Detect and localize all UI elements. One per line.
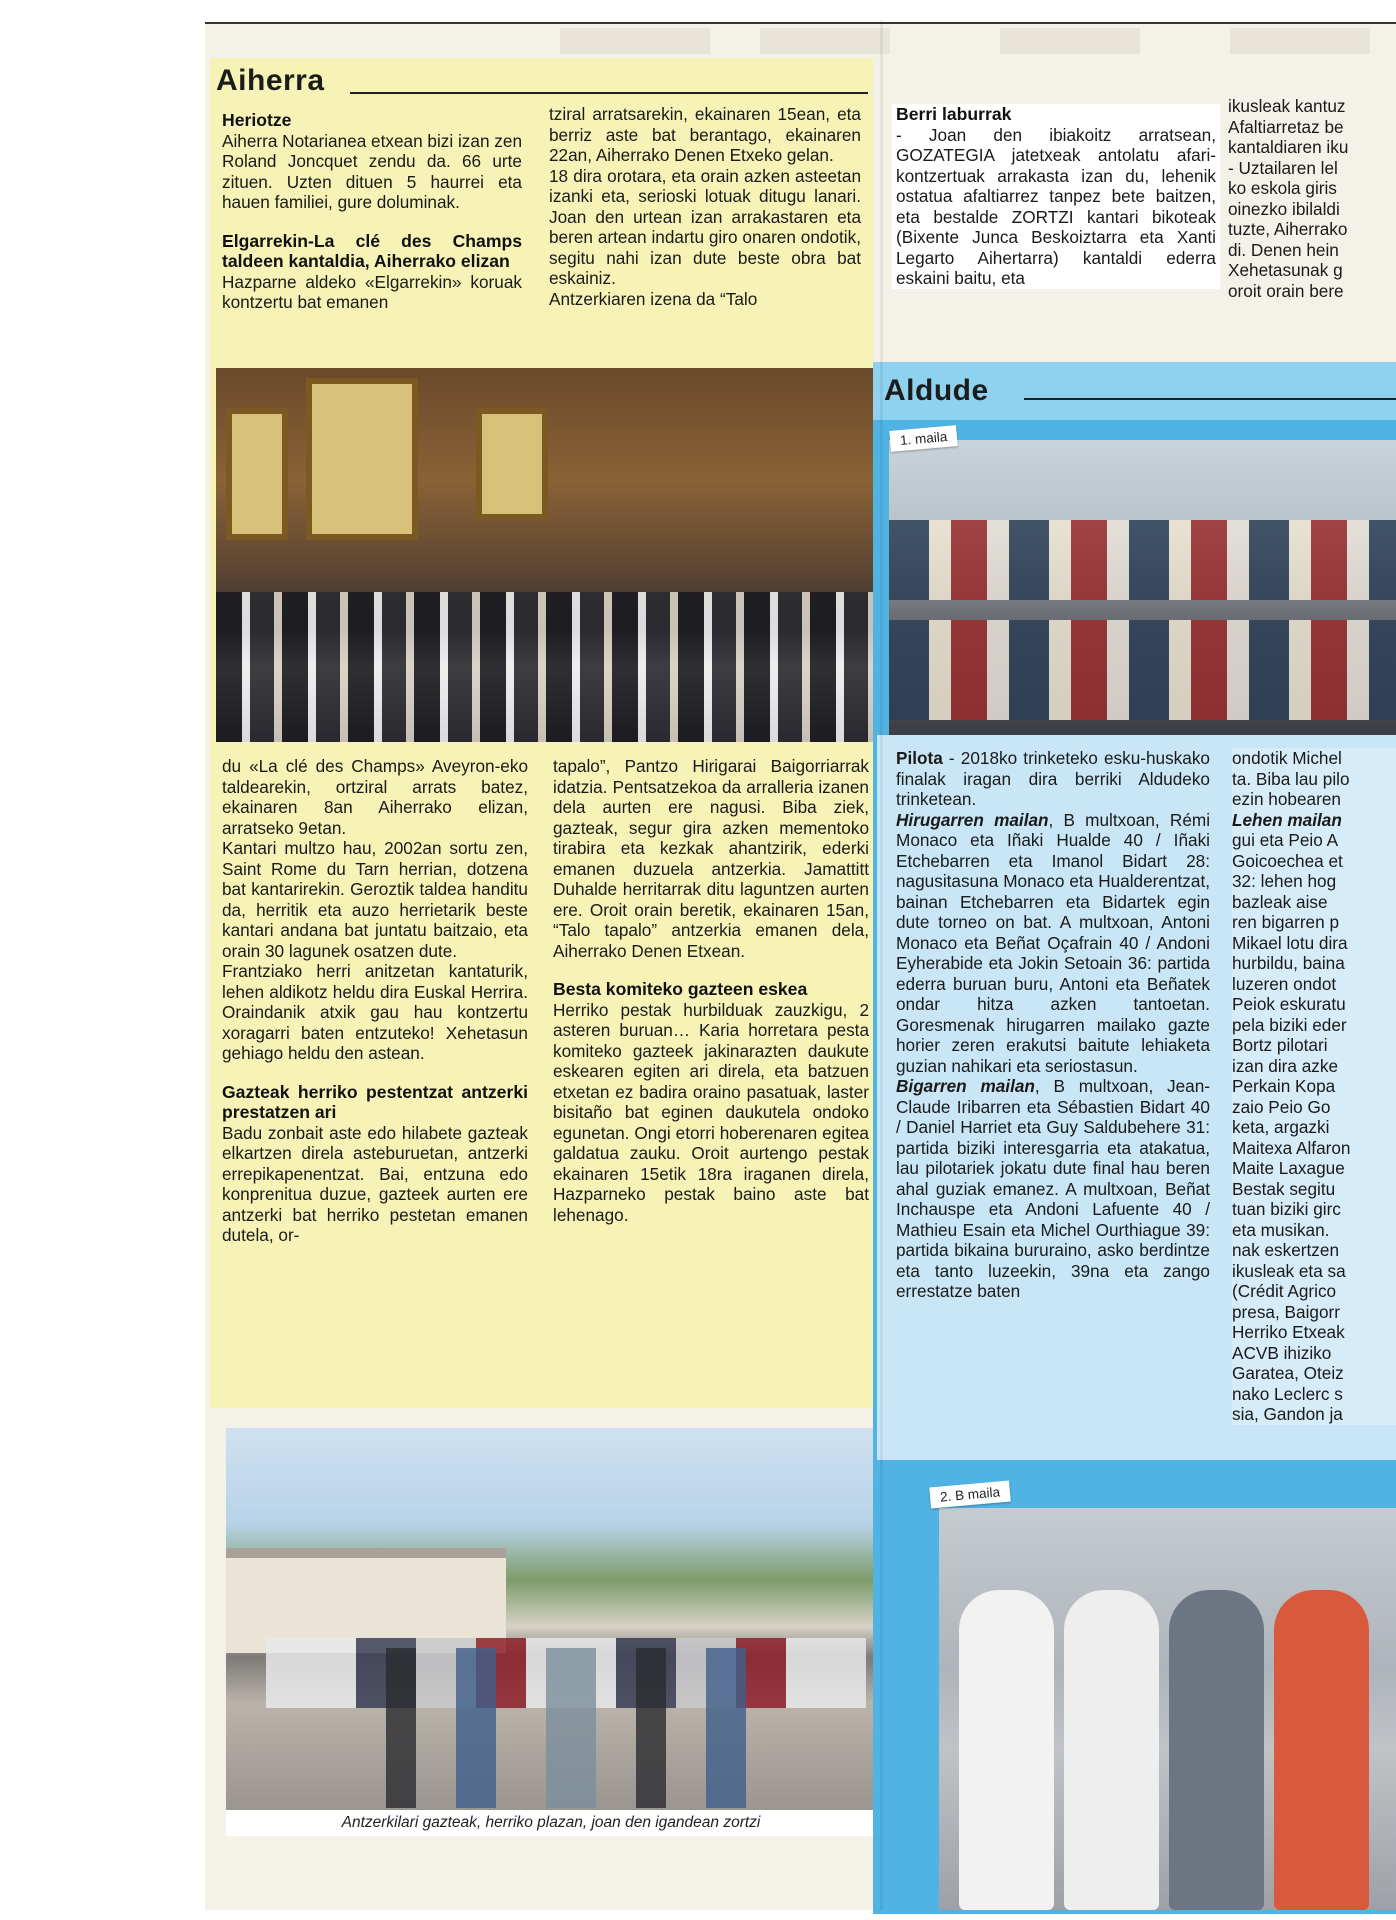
right-line: eta musikan.: [1232, 1219, 1330, 1240]
heriotze-text: Aiherra Notarianea etxean bizi izan zen Roland Joncquet zendu da. 66 urte zituen. Uzten dituen 5 haurrei eta hauen familiei, gure doluminak.: [222, 130, 523, 212]
right-line: keta, argazki: [1232, 1117, 1330, 1137]
col4-line: di. Denen hein: [1228, 239, 1339, 260]
right-line: (Crédit Agrico: [1232, 1281, 1337, 1301]
col4-line: oroit orain bere: [1228, 280, 1344, 301]
right-line: Maitexa Alfaron: [1232, 1137, 1351, 1158]
aiherra-title: Aiherra: [216, 64, 325, 97]
col4-line: - Uztailaren lel: [1228, 157, 1338, 178]
player: [1064, 1590, 1159, 1910]
young-actors: [346, 1648, 766, 1808]
col2-text-4: tapalo”, Pantzo Hirigarai Baigorriarrak idatzia. Pentsatzekoa da arralleria izanen dela aurten ere nagusi. Biba ziek, gazteak, segur gira azken mementoko tirabira eta kezkak ahantzirik, ederki emanen duzuela antzerkia. Jamattitt Duhalde herritarrak ditu laguntzen aurten ere. Oroit orain beretik, ekainaren 15an, “Talo tapalo” antzerkia emanen dela, Aiherrako Denen Etxean.: [553, 756, 869, 961]
photo-caption: Antzerkilari gazteak, herriko plazan, joan den igandean zortzi: [226, 1810, 876, 1836]
team-standing: [889, 520, 1396, 600]
right-line: ondotik Michel: [1232, 748, 1342, 768]
col4-line: Xehetasunak g: [1228, 260, 1343, 280]
besta-text: Herriko pestak hurbilduak zauzkigu, 2 asteren buruan… Karia horretara pesta komiteko gazteek jakinarazten daukute eskearen egiten ari direla, eta batzuen etxetan ez badira oraino pasatuak, laster bisitaño bat eginen daukutela ondoko egunetan. Ongi etorri hoberenaren egitea galdatua zauku. Oroit aurtengo pestak ekainaren 15etik 18ra iraganen direla, Hazparneko pestak baino aste bat lehenago.: [553, 999, 869, 1225]
aiherra-col1-upper: [222, 110, 522, 313]
choir-singers: [216, 592, 874, 742]
first-league-photo: [889, 440, 1396, 736]
right-line: Bortz pilotari: [1232, 1035, 1328, 1055]
right-line: nak eskertzen: [1232, 1240, 1340, 1260]
altarpiece-panel: [306, 378, 418, 540]
right-line: sia, Gandon ja: [1232, 1404, 1343, 1424]
right-line: 32: lehen hog: [1232, 871, 1337, 891]
right-line: ren bigarren p: [1232, 912, 1340, 932]
aldude-col-right-clipped: [1232, 748, 1396, 1425]
page-fold: [880, 20, 883, 1910]
right-line: pela biziki eder: [1232, 1014, 1347, 1035]
header-ghost-3: [1000, 28, 1140, 54]
col4-line: Afaltiarretaz be: [1228, 116, 1344, 137]
right-line: Peiok eskuratu: [1232, 994, 1346, 1014]
biga-label: Bigarren mailan: [896, 1076, 1035, 1096]
col4-line: oinezko ibilaldi: [1228, 198, 1340, 219]
right-line: zaio Peio Go: [1232, 1096, 1331, 1117]
header-ghost-1: [560, 28, 710, 54]
right-line: Maite Laxague: [1232, 1158, 1345, 1178]
youth-text: Badu zonbait aste edo hilabete gazteak elkartzen direla asteburuetan, antzerki errepikapenentzat. Bai, entzuna edo konprenitua duzue, gazteek aurten ere antzerki bat herriko pestetan emanen dutela, or-: [222, 1122, 528, 1245]
col4-line: kantaldiaren iku: [1228, 137, 1349, 157]
heriotze-heading: Heriotze: [222, 110, 292, 130]
aiherra-col1-lower: [222, 756, 528, 1246]
hiru-text: , B multxoan, Rémi Monaco eta Iñaki Hualde 40 / Iñaki Etchebarren eta Imanol Bidart 28: nagusitasuna Monaco eta Hualderentzat, bainan Etchebarren eta Bidartek egin dute torneo on bat. A multxoan, Antoni Monaco eta Beñat Oçafrain 40 / Andoni Eyherabide eta Jokin Setoain 36: partida ederra buruan buru, Antoni eta Beñatek ondar hitza azken tantoetan. Goresmenak hirugarren mailako gazte horier zeren erakutsi baitute lehiaketa guzian nahikari eta seriostasun.: [896, 809, 1211, 1076]
header-ghost-2: [760, 28, 890, 54]
choir-text-3: Kantari multzo hau, 2002an sortu zen, Saint Rome du Tarn herrian, dotzena bat kantarirekin. Geroztik taldea handitu da, herritik eta auzo herrietarik beste kantari andana bat juntatu baitzaio, eta orain 30 lagunek osatzen dute.: [222, 838, 528, 961]
player: [959, 1590, 1054, 1910]
col4-line: ko eskola giris: [1228, 178, 1337, 198]
pilota-article: [896, 748, 1210, 1302]
right-line: luzeren ondot: [1232, 973, 1337, 994]
col2-text-3: Antzerkiaren izena da “Talo: [549, 288, 758, 309]
altarpiece-panel: [226, 408, 288, 540]
altarpiece-panel: [476, 408, 548, 520]
berri-laburrak: [892, 104, 1220, 289]
right-line: Mikael lotu dira: [1232, 932, 1348, 953]
right-line: hurbildu, baina: [1232, 953, 1345, 973]
choir-text-2: du «La clé des Champs» Aveyron-eko taldearekin, ortziral arrats batez, ekainaren 8an Aiherrako elizan, arratseko 9etan.: [222, 756, 528, 838]
pilota-text: - 2018ko trinketeko esku-huskako finalak iragan dira berriki Aldudeko trinketean.: [896, 748, 1210, 809]
choir-text-4: Frantziako herri anitzetan kantaturik, lehen aldikotz heldu dira Euskal Herrira. Oraindanik atxik gau hau kontzertu xoragarri baten entzuteko! Xehetasun gehiago heldu den astean.: [222, 961, 528, 1063]
col4-line: tuzte, Aiherrako: [1228, 219, 1348, 239]
right-line: gui eta Peio A: [1232, 830, 1339, 850]
aiherra-col2-upper: [549, 104, 861, 309]
aiherra-col4-clipped: [1228, 96, 1396, 301]
youth-heading: Gazteak herriko pestentzat antzerki prestatzen ari: [222, 1081, 528, 1122]
right-line: nako Leclerc s: [1232, 1383, 1343, 1404]
hiru-label: Hirugarren mailan: [896, 809, 1049, 830]
right-line: bazleak aise: [1232, 891, 1328, 912]
youth-theatre-photo: [226, 1428, 876, 1810]
choir-text-1: Hazparne aldeko «Elgarrekin» koruak kontzertu bat emanen: [222, 271, 522, 312]
right-line: tuan biziki girc: [1232, 1199, 1341, 1219]
pilota-lead: Pilota: [896, 748, 943, 768]
top-rule: [205, 22, 1396, 24]
player: [1169, 1590, 1264, 1910]
right-line: ta. Biba lau pilo: [1232, 768, 1350, 789]
aldude-title-rule: [1024, 398, 1396, 400]
berri-heading: Berri laburrak: [896, 104, 1012, 124]
player: [1274, 1590, 1369, 1910]
right-line: Bestak segitu: [1232, 1178, 1336, 1199]
col2-text-2: 18 dira orotara, eta orain azken asteetan izanki eta, serioski lotuak ditugu lanari. Joan den urtean izan arrakastaren eta beren artean indartu giro onaren ondotik, segitu nahi izan dute beste obra bat eskainiz.: [549, 165, 861, 288]
right-line: ezin hobearen: [1232, 789, 1341, 809]
team-kneeling: [889, 620, 1396, 720]
right-line: izan dira azke: [1232, 1055, 1339, 1076]
biga-text: , B multxoan, Jean-Claude Iribarren eta Sébastien Bidart 40 / Daniel Harriet eta Guy Saldubehere 31: partida biziki interesgarria eta atakatua, lau pilotariek jokatu dute final hau beren ahal guziak emanez. A multxoan, Beñat Inchauspe eta Andoni Lafuente 40 / Mathieu Esain eta Michel Ourthiague 39: partida bikaina bururaino, asko berdintze eta tanto luzeekin, 39na eta zango errestatze baten: [896, 1076, 1211, 1301]
besta-heading: Besta komiteko gazteen eskea: [553, 979, 808, 999]
photo1-tag: 1. maila: [889, 425, 958, 452]
aiherra-title-rule: [350, 92, 868, 94]
right-line: ikusleak eta sa: [1232, 1260, 1346, 1281]
berri-text: - Joan den ibiakoitz arratsean, GOZATEGIA jatetxeak antolatu afari-kontzertuak arrakasta izan du, lehenik ostatua afaltiarrez tanpez bete baitzen, eta bestalde ZORTZI kantari bikoteak (Bixente Junca Beskoiztarra eta Xanti Legarto Aihertarra) kantaldi ederra eskaini baitu, eta: [896, 124, 1216, 288]
right-line: presa, Baigorr: [1232, 1301, 1340, 1322]
col2-text-1: tziral arratsarekin, ekainaren 15ean, eta berriz aste bat berantago, ekainaren 22an, Aiherrako Denen Etxeko gelan.: [549, 104, 861, 165]
lehen-label: Lehen mailan: [1232, 809, 1342, 830]
right-line: ACVB ihiziko: [1232, 1342, 1332, 1363]
choir-heading: Elgarrekin-La clé des Champs taldeen kantaldia, Aiherrako elizan: [222, 230, 522, 271]
aldude-title: Aldude: [884, 374, 989, 407]
aiherra-col2-lower: [553, 756, 869, 1225]
right-line: Garatea, Oteiz: [1232, 1363, 1344, 1383]
header-ghost-4: [1230, 28, 1370, 54]
right-line: Perkain Kopa: [1232, 1076, 1336, 1096]
second-league-photo: [939, 1508, 1396, 1910]
col4-line: ikusleak kantuz: [1228, 96, 1346, 116]
right-line: Herriko Etxeak: [1232, 1322, 1345, 1342]
right-line: Goicoechea et: [1232, 850, 1343, 871]
photo2-tag: 2. B maila: [929, 1481, 1011, 1509]
choir-photo: [216, 368, 874, 742]
